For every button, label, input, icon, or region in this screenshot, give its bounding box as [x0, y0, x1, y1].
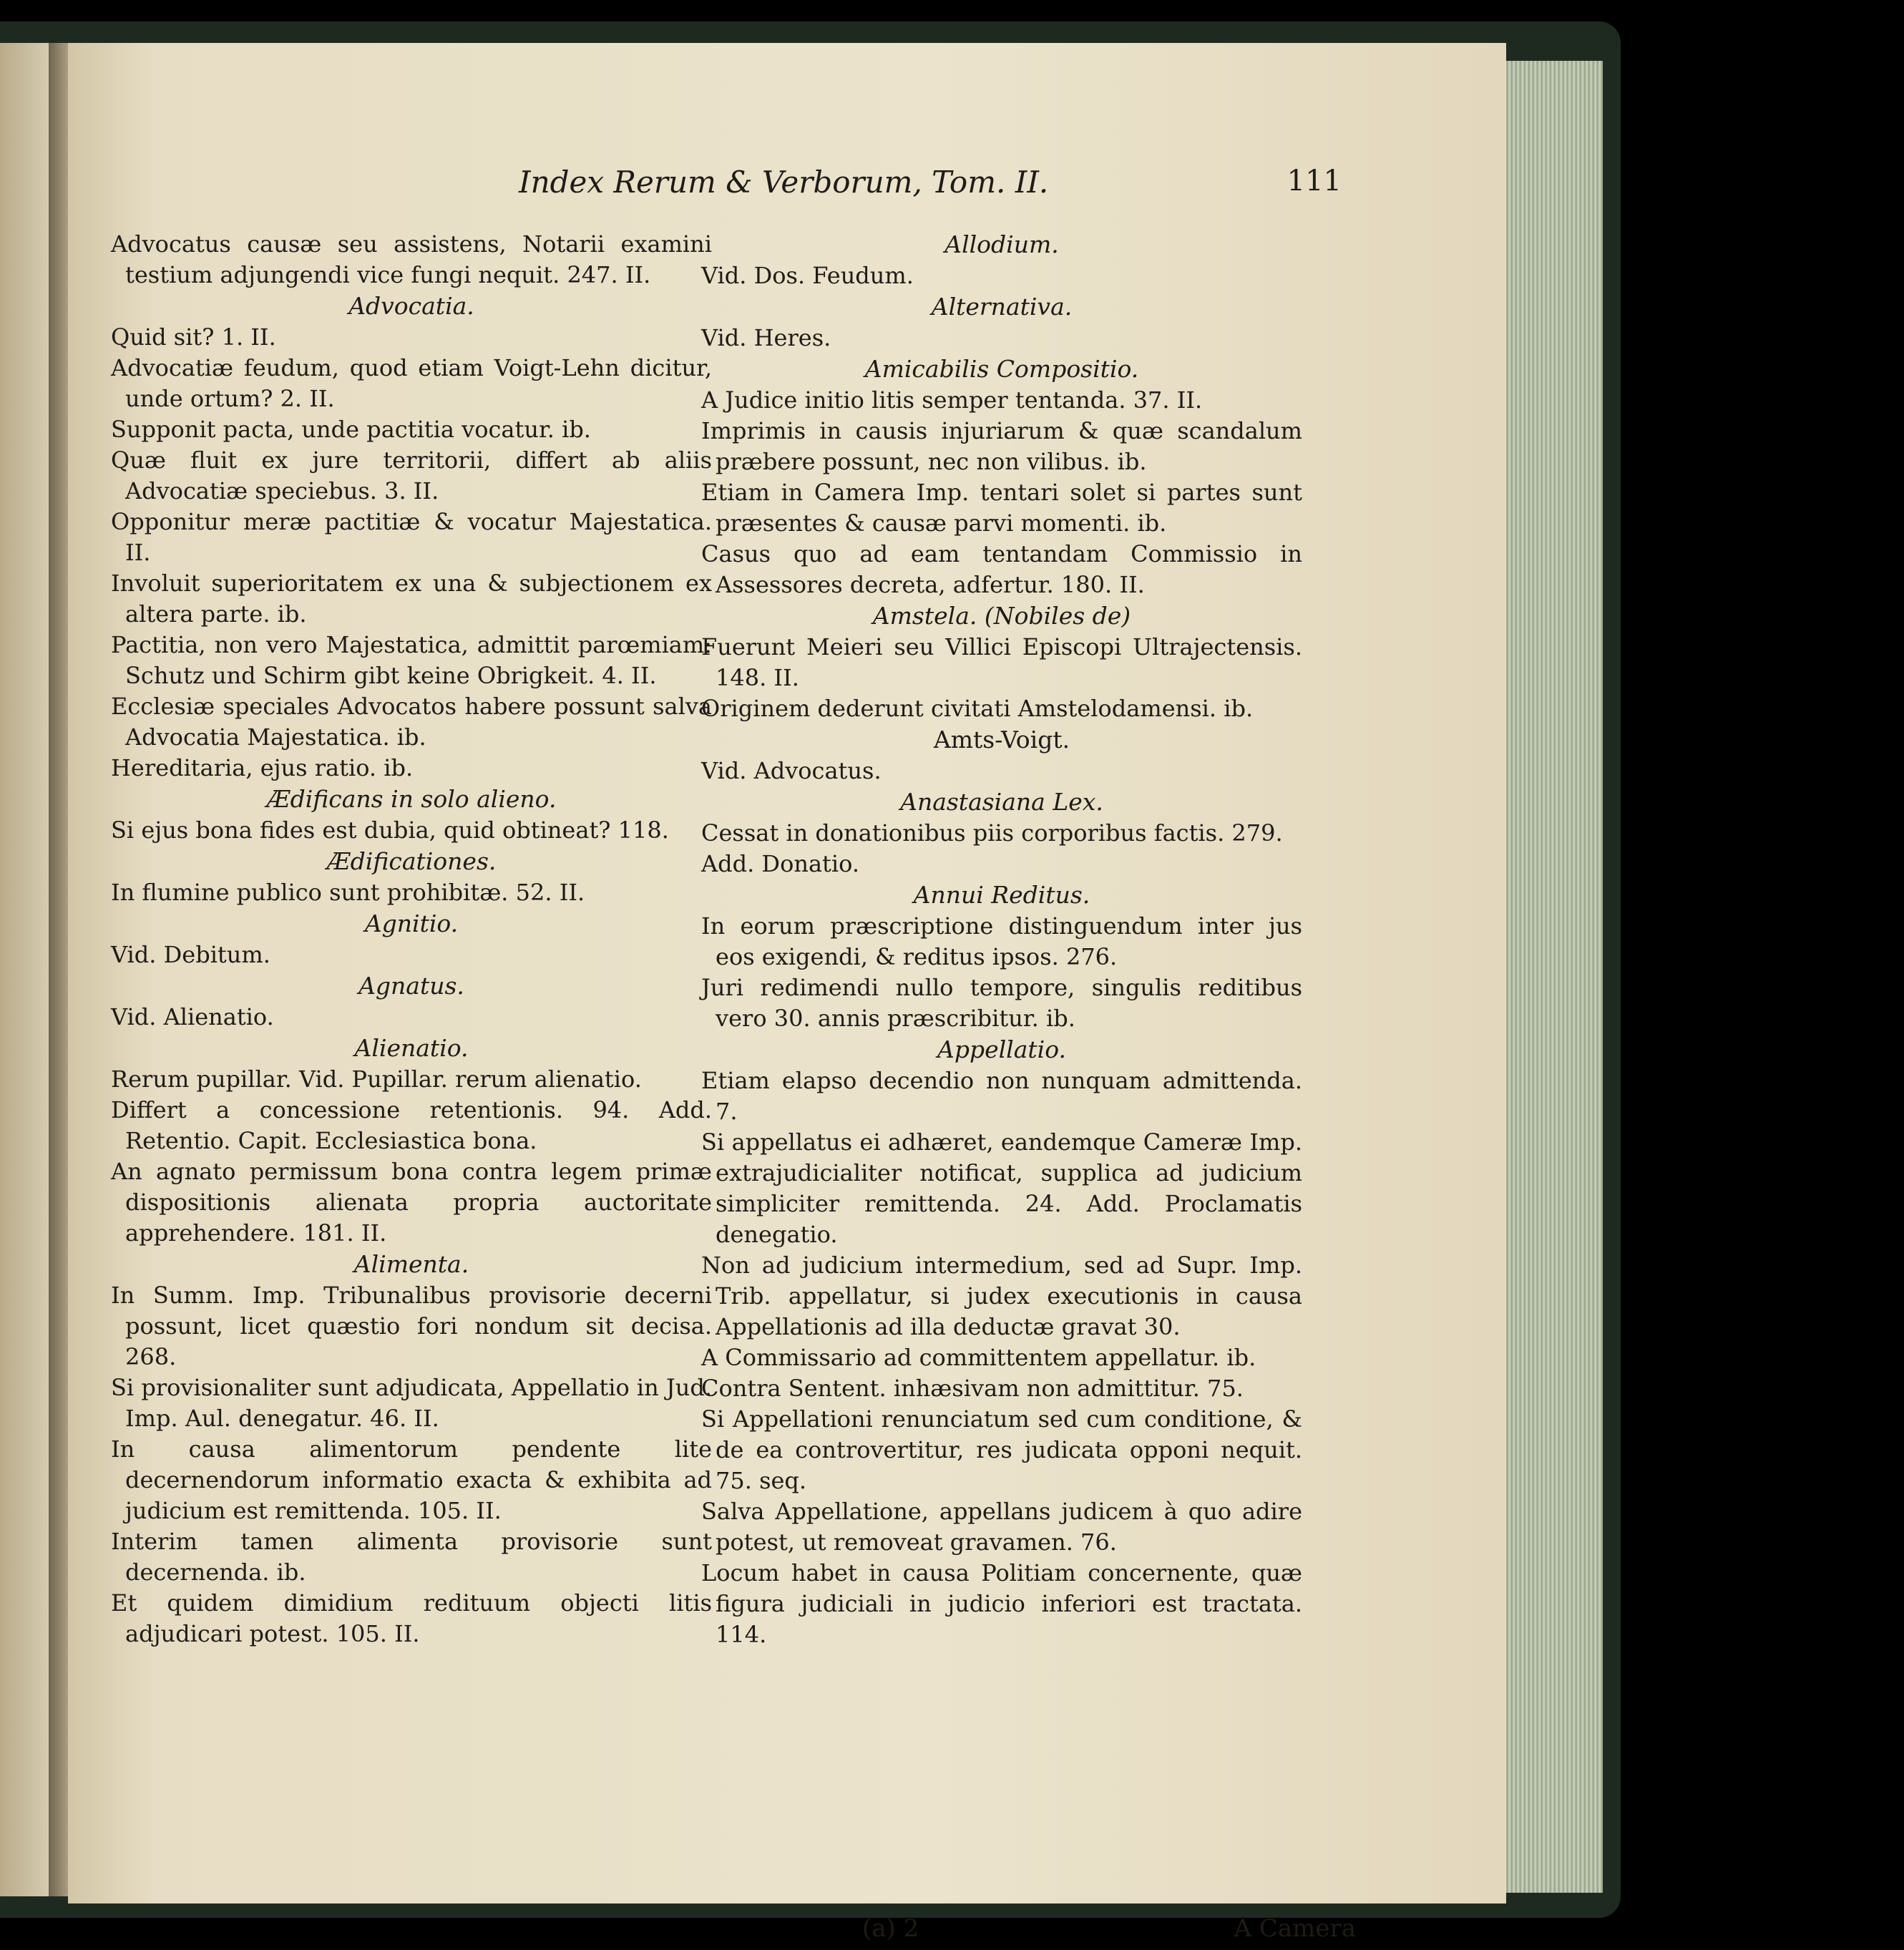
index-entry: Interim tamen alimenta provisorie sunt decernenda. ib. — [111, 1528, 712, 1586]
index-entry: Si ejus bona fides est dubia, quid obtineat? 118. — [111, 816, 669, 844]
right-column — [701, 229, 1302, 1650]
index-entry: In eorum præscriptione distinguendum inter jus eos exigendi, & reditus ipsos. 276. — [701, 912, 1302, 970]
index-entry: Rerum pupillar. Vid. Pupillar. rerum alienatio. — [111, 1066, 642, 1093]
index-entry: Non ad judicium intermedium, sed ad Supr. Imp. Trib. appellatur, si judex executionis in causa Appellationis ad illa deductæ gravat 30. — [701, 1252, 1302, 1340]
running-title: Index Rerum & Verborum, Tom. II. — [519, 165, 1049, 200]
index-heading: Amicabilis Compositio. — [864, 355, 1139, 383]
index-entry: Si provisionaliter sunt adjudicata, Appellatio in Jud. Imp. Aul. denegatur. 46. II. — [111, 1374, 712, 1432]
index-heading: Alternativa. — [931, 293, 1073, 321]
index-heading: Ædificationes. — [326, 847, 497, 875]
left-page-edge — [0, 43, 49, 1896]
index-entry: Vid. Heres. — [701, 324, 831, 351]
page-footer — [783, 1914, 1356, 1950]
index-entry: Etiam in Camera Imp. tentari solet si partes sunt præsentes & causæ parvi momenti. ib. — [701, 479, 1302, 537]
index-entry: A Commissario ad committentem appellatur. ib. — [701, 1344, 1256, 1371]
index-entry: Salva Appellatione, appellans judicem à quo adire potest, ut removeat gravamen. 76. — [701, 1498, 1302, 1556]
index-entry: Advocatus causæ seu assistens, Notarii examini testium adjungendi vice fungi nequit. 247. II. — [111, 230, 712, 288]
index-entry: Involuit superioritatem ex una & subjectionem ex altera parte. ib. — [111, 570, 712, 628]
index-entry: Advocatiæ feudum, quod etiam Voigt-Lehn dicitur, unde ortum? 2. II. — [111, 354, 712, 412]
index-entry: Locum habet in causa Politiam concernente, quæ figura judiciali in judicio inferiori est tractata. 114. — [701, 1559, 1302, 1648]
index-entry: An agnato permissum bona contra legem primæ dispositionis alienata propria auctoritate apprehendere. 181. II. — [111, 1158, 712, 1247]
index-entry: In flumine publico sunt prohibitæ. 52. II. — [111, 879, 585, 906]
index-heading: Appellatio. — [937, 1035, 1066, 1063]
index-entry: Vid. Advocatus. — [701, 757, 882, 784]
index-entry: Casus quo ad eam tentandam Commissio in Assessores decreta, adfertur. 180. II. — [701, 540, 1302, 598]
book-page — [68, 43, 1506, 1943]
index-entry: Vid. Alienatio. — [111, 1003, 274, 1030]
index-heading: Amstela. (Nobiles de) — [872, 602, 1131, 630]
index-heading: Agnitio. — [364, 910, 459, 937]
index-entry: A Judice initio litis semper tentanda. 37. II. — [701, 386, 1203, 414]
catchword: A Camera — [1234, 1914, 1356, 1943]
index-entry: Cessat in donationibus piis corporibus factis. 279. — [701, 819, 1283, 847]
index-entry: Si appellatus ei adhæret, eandemque Cameræ Imp. extrajudicialiter notificat, supplica ad judicium simpliciter remittenda. 24. Add. Proclamatis denegatio. — [701, 1128, 1302, 1248]
index-entry: Etiam elapso decendio non nunquam admittenda. 7. — [701, 1067, 1302, 1125]
index-entry: Add. Donatio. — [701, 850, 859, 877]
signature-mark: (a) 2 — [862, 1914, 919, 1943]
index-entry: Imprimis in causis injuriarum & quæ scandalum præbere possunt, nec non vilibus. ib. — [701, 417, 1302, 475]
index-heading: Annui Reditus. — [913, 881, 1090, 909]
index-entry: Si Appellationi renunciatum sed cum conditione, & de ea controvertitur, res judicata opponi nequit. 75. seq. — [701, 1405, 1302, 1494]
left-column — [111, 229, 712, 1649]
index-entry: In causa alimentorum pendente lite decernendorum informatio exacta & exhibita ad judicium est remittenda. 105. II. — [111, 1435, 712, 1524]
index-heading: Alimenta. — [353, 1250, 469, 1278]
index-heading: Amts-Voigt. — [933, 726, 1070, 754]
index-heading: Advocatia. — [348, 292, 474, 320]
page-edges — [1499, 61, 1603, 1893]
index-heading: Anastasiana Lex. — [900, 788, 1103, 816]
index-heading: Agnatus. — [358, 972, 464, 1000]
page-header — [426, 165, 1342, 215]
index-entry: Quid sit? 1. II. — [111, 323, 276, 351]
index-entry: Fuerunt Meieri seu Villici Episcopi Ultrajectensis. 148. II. — [701, 633, 1302, 691]
index-entry: Juri redimendi nullo tempore, singulis reditibus vero 30. annis præscribitur. ib. — [701, 974, 1302, 1032]
index-entry: Quæ fluit ex jure territorii, differt ab aliis Advocatiæ speciebus. 3. II. — [111, 447, 712, 504]
page-number: 111 — [1287, 165, 1342, 198]
index-heading: Allodium. — [944, 230, 1059, 258]
index-entry: Pactitia, non vero Majestatica, admittit parœmiam: Schutz und Schirm gibt keine Obrigkeit. 4. II. — [111, 631, 712, 689]
index-entry: Differt a concessione retentionis. 94. Add. Retentio. Capit. Ecclesiastica bona. — [111, 1096, 712, 1154]
index-heading: Ædificans in solo alieno. — [266, 785, 557, 813]
index-entry: Vid. Debitum. — [111, 941, 270, 968]
index-entry: Hereditaria, ejus ratio. ib. — [111, 754, 414, 781]
index-heading: Alienatio. — [354, 1034, 469, 1062]
index-entry: Originem dederunt civitati Amstelodamensi. ib. — [701, 695, 1254, 722]
index-entry: Opponitur meræ pactitiæ & vocatur Majestatica. II. — [111, 508, 712, 566]
index-entry: Ecclesiæ speciales Advocatos habere possunt salva Advocatia Majestatica. ib. — [111, 693, 712, 751]
index-entry: Vid. Dos. Feudum. — [701, 262, 914, 289]
index-entry: Supponit pacta, unde pactitia vocatur. ib. — [111, 416, 591, 443]
index-entry: Contra Sentent. inhæsivam non admittitur. 75. — [701, 1375, 1244, 1402]
index-entry: In Summ. Imp. Tribunalibus provisorie decerni possunt, licet quæstio fori nondum sit decisa. 268. — [111, 1282, 712, 1370]
index-entry: Et quidem dimidium redituum objecti litis adjudicari potest. 105. II. — [111, 1589, 712, 1647]
